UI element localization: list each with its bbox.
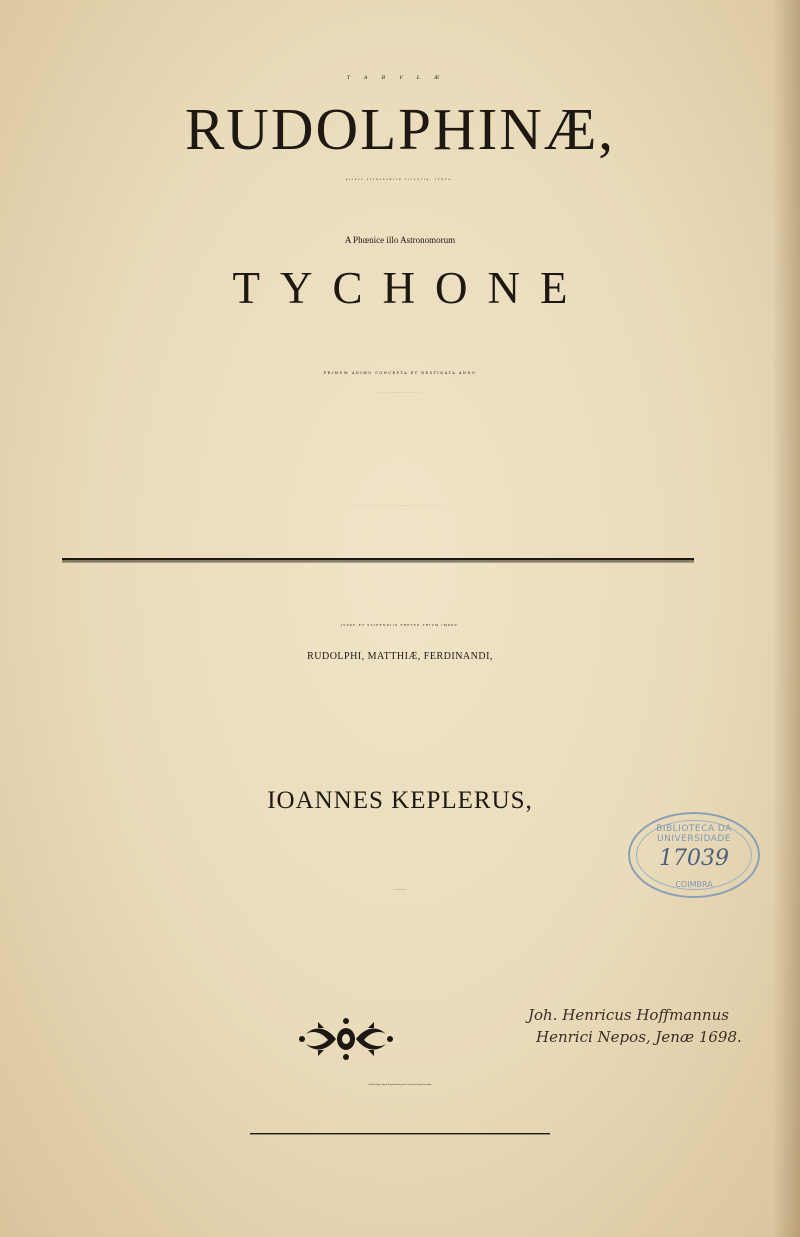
handwritten-owner-line-1: Joh. Henricus Hoffmannus: [528, 1006, 729, 1024]
main-title: RUDOLPHINÆ,: [184, 96, 616, 162]
stamp-arc-text: BIBLIOTECA DA UNIVERSIDADE: [656, 824, 732, 844]
phoenix-line: A Phœnice illo Astronomorum: [344, 235, 456, 245]
printers-ornament-icon: [298, 1016, 394, 1062]
privilege-line-1: Cum Privilegiis, Imp. & Regum Rerúmq; publ. vivo Tychoni ejúsq; Hæredibus,: [368, 1084, 432, 1086]
author-name-tychone: TYCHONE: [232, 263, 588, 313]
divider-rule: [62, 556, 694, 564]
jussu-line: JVSSV ET STIPENDIIS FRETVS TRIVM IMPPP.: [340, 623, 460, 627]
primum-line-2: [0, 393, 800, 394]
library-stamp: [628, 812, 760, 898]
tabulae-heading: TABVLÆ: [346, 75, 454, 81]
subtitle-line-1: QVIBVS ASTRONOMICÆ SCIENTIÆ, TEMPO-: [345, 180, 455, 181]
handwritten-owner-line-2: Henrici Nepos, Jenæ 1698.: [536, 1028, 742, 1046]
emperors-line: RUDOLPHI, MATTHIÆ, FERDINANDI,: [307, 651, 493, 662]
stamp-number: 17039: [659, 846, 729, 871]
stamp-bottom-text: COIMBRA: [675, 880, 713, 889]
page-edge-shadow: [772, 0, 800, 1237]
kepler-name: IOANNES KEPLERUS,: [267, 787, 533, 814]
year-rule: [250, 1132, 550, 1136]
tandem-line-1: TANDEM TRADVCTA IN GERMANIAM, INQVE AVLAM ET: [354, 506, 446, 507]
primum-line-1: PRIMUM ANIMO CONCEPTA ET DESTINATA ANNO: [323, 371, 477, 375]
